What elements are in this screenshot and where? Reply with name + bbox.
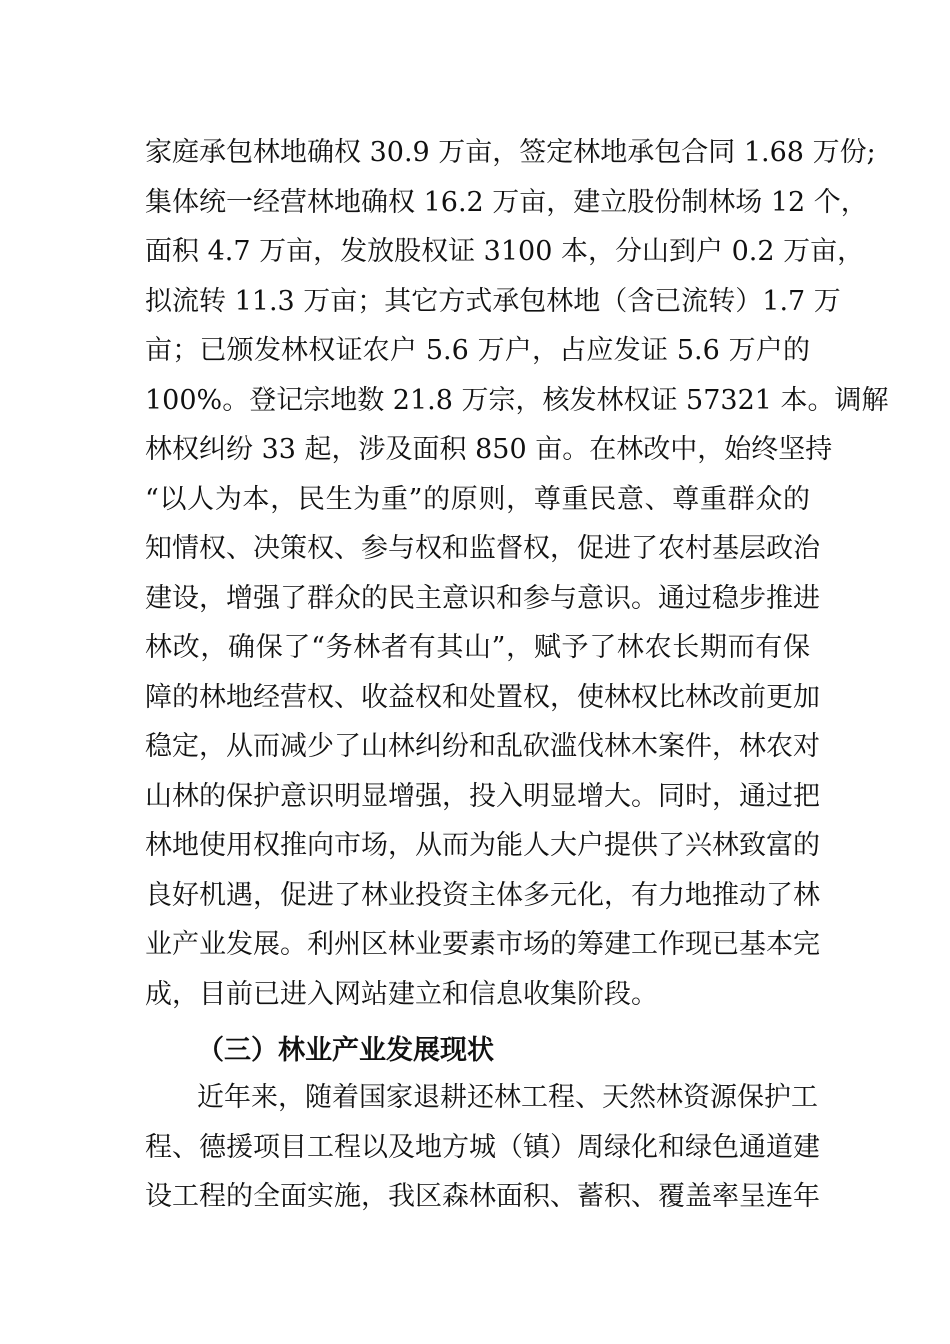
paragraph-line: 林地使用权推向市场，从而为能人大户提供了兴林致富的	[145, 830, 820, 861]
paragraph-line: 成，目前已进入网站建立和信息收集阶段。	[145, 979, 658, 1010]
paragraph-line: 林改，确保了“务林者有其山”，赋予了林农长期而有保	[145, 632, 810, 663]
paragraph-line: 近年来，随着国家退耕还林工程、天然林资源保护工	[197, 1082, 818, 1113]
paragraph-line: 拟流转 11.3 万亩；其它方式承包林地（含已流转）1.7 万	[145, 286, 841, 317]
section-heading: （三）林业产业发展现状	[197, 1035, 494, 1066]
paragraph-line: 建设，增强了群众的民主意识和参与意识。通过稳步推进	[145, 583, 820, 614]
paragraph-line: 山林的保护意识明显增强，投入明显增大。同时，通过把	[145, 781, 820, 812]
paragraph-line: 良好机遇，促进了林业投资主体多元化，有力地推动了林	[145, 880, 820, 911]
paragraph-line: “以人为本，民生为重”的原则，尊重民意、尊重群众的	[145, 484, 810, 515]
paragraph-line: 面积 4.7 万亩，发放股权证 3100 本，分山到户 0.2 万亩，	[145, 236, 865, 267]
paragraph-line: 障的林地经营权、收益权和处置权，使林权比林改前更加	[145, 682, 820, 713]
paragraph-line: 集体统一经营林地确权 16.2 万亩，建立股份制林场 12 个，	[145, 187, 868, 218]
paragraph-line: 家庭承包林地确权 30.9 万亩，签定林地承包合同 1.68 万份;	[145, 137, 876, 168]
paragraph-line: 林权纠纷 33 起，涉及面积 850 亩。在林改中，始终坚持	[145, 434, 833, 465]
paragraph-line: 稳定，从而减少了山林纠纷和乱砍滥伐林木案件，林农对	[145, 731, 820, 762]
paragraph-line: 业产业发展。利州区林业要素市场的筹建工作现已基本完	[145, 929, 820, 960]
paragraph-line: 程、德援项目工程以及地方城（镇）周绿化和绿色通道建	[145, 1132, 820, 1163]
paragraph-line: 设工程的全面实施，我区森林面积、蓄积、覆盖率呈连年	[145, 1181, 820, 1212]
paragraph-line: 亩；已颁发林权证农户 5.6 万户，占应发证 5.6 万户的	[145, 335, 810, 366]
paragraph-line: 知情权、决策权、参与权和监督权，促进了农村基层政治	[145, 533, 820, 564]
paragraph-line: 100%。登记宗地数 21.8 万宗，核发林权证 57321 本。调解	[145, 385, 889, 416]
